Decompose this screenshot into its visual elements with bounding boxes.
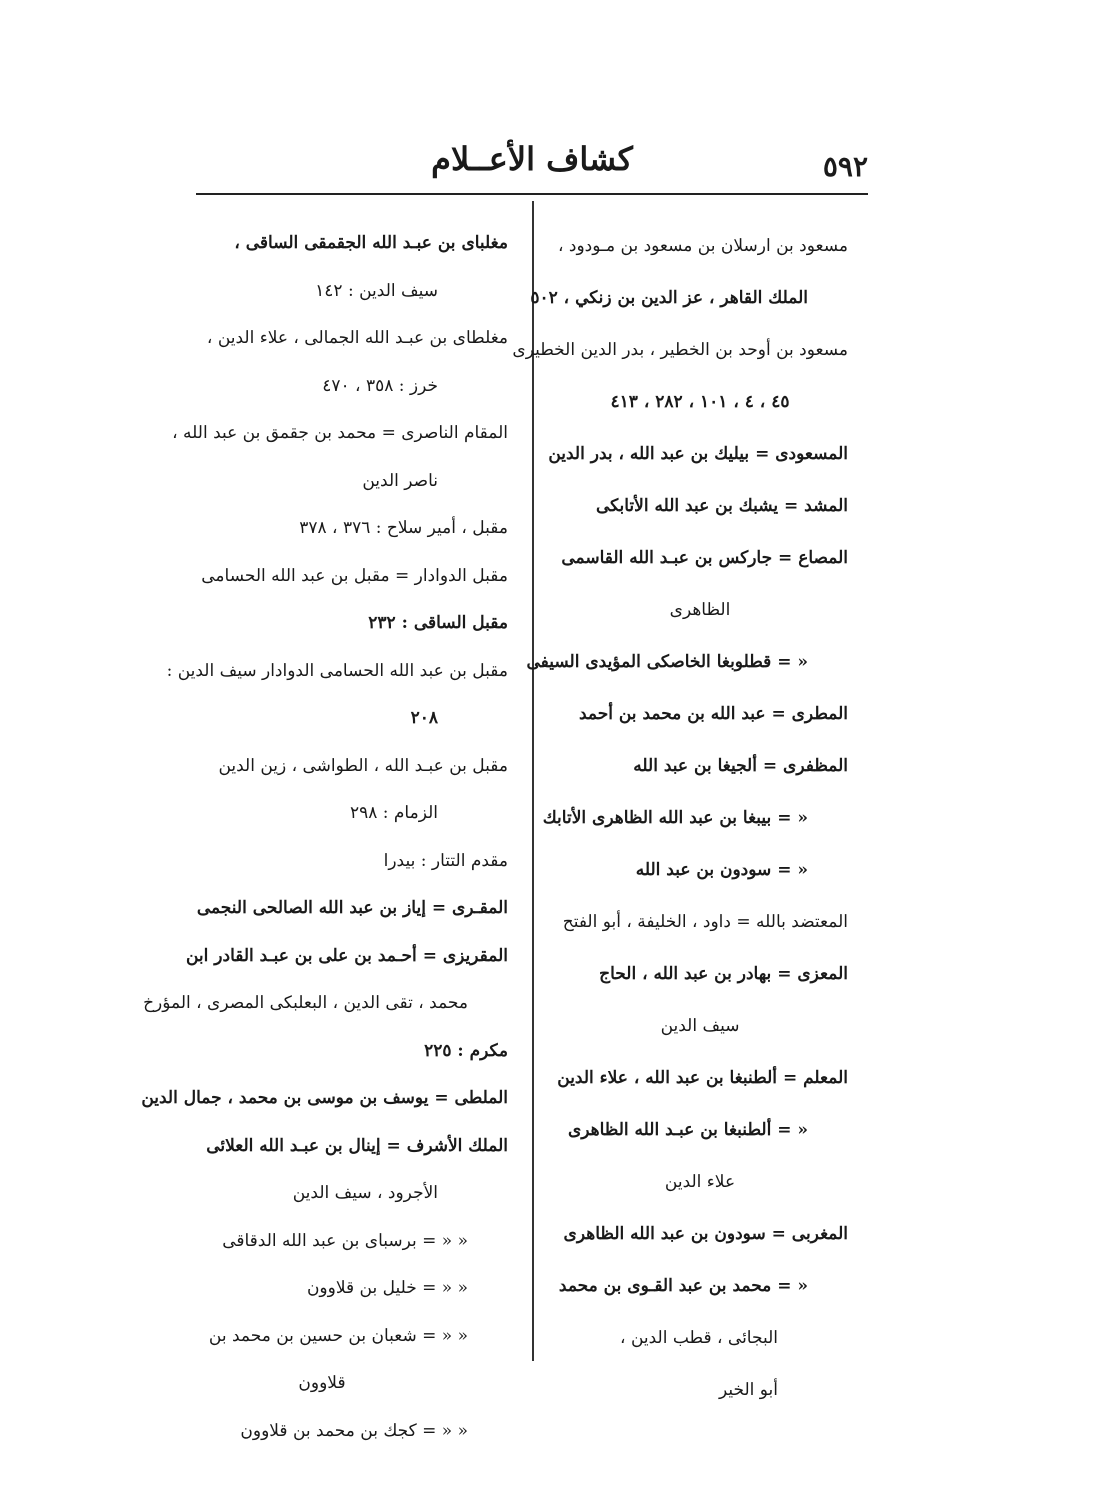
index-entry: المقريزى = أحـمد بن على بن عبـد القادر ابن xyxy=(185,945,508,966)
index-entry: الملك الأشرف = إينال بن عبـد الله العلائى xyxy=(206,1135,508,1156)
index-entry: مغلطاى بن عبـد الله الجمالى ، علاء الدين ، xyxy=(206,328,508,348)
index-entry: مقدم التتار : بيدرا xyxy=(383,850,508,871)
index-entry: المقام الناصرى = محمد بن جقمق بن عبد الله ، xyxy=(172,423,508,443)
header-rule xyxy=(196,193,868,195)
index-column-left xyxy=(141,220,508,1455)
index-entry: المطرى = عبد الله بن محمد بن أحمد xyxy=(578,704,848,724)
index-entry: المعلم = ألطنبغا بن عبد الله ، علاء الدين xyxy=(557,1068,848,1088)
index-entry: الملطى = يوسف بن موسى بن محمد ، جمال الدين xyxy=(141,1088,508,1108)
index-entry: مسعود بن أوحد بن الخطير ، بدر الدين الخطيرى xyxy=(512,340,848,360)
index-entry: قلاوون xyxy=(298,1373,346,1393)
index-entry: المظفرى = ألجيغا بن عبد الله xyxy=(633,756,848,776)
index-entry: المسعودى = بيليك بن عبد الله ، بدر الدين xyxy=(548,444,848,464)
index-entry: مقبل الدوادار = مقبل بن عبد الله الحسامى xyxy=(201,565,508,586)
index-entry: مغلباى بن عبـد الله الجقمقى الساقى ، xyxy=(234,233,508,253)
index-entry: « « = شعبان بن حسين بن محمد بن xyxy=(208,1325,468,1346)
index-entry: مقبل الساقى : ٢٣٢ xyxy=(368,613,508,633)
index-entry: « = قطلوبغا الخاصكى المؤيدى السيفى xyxy=(526,652,808,672)
index-entry: « « = كجك بن محمد بن قلاوون xyxy=(240,1420,468,1441)
index-entry: ناصر الدين xyxy=(362,470,438,491)
index-entry: « = ألطنبغا بن عبـد الله الظاهرى xyxy=(567,1120,808,1140)
index-entry: البجائى ، قطب الدين ، xyxy=(620,1328,778,1348)
index-entry: ٢٠٨ xyxy=(410,708,438,728)
index-entry: « = محمد بن عبد القـوى بن محمد xyxy=(558,1276,808,1296)
index-entry: « = سودون بن عبد الله xyxy=(635,860,808,880)
index-entry: الزمام : ٢٩٨ xyxy=(349,803,438,823)
index-entry: خرز : ٣٥٨ ، ٤٧٠ xyxy=(322,375,438,396)
running-head xyxy=(196,136,868,186)
index-entry: ٤٥ ، ٤ ، ١٠١ ، ٢٨٢ ، ٤١٣ xyxy=(610,392,790,412)
index-entry: « « = خليل بن قلاوون xyxy=(306,1278,468,1298)
index-entry: المصاع = جاركس بن عبـد الله القاسمى xyxy=(561,548,848,568)
index-entry: المعزى = بهادر بن عبد الله ، الحاج xyxy=(599,964,848,984)
index-entry: مقبل بن عبد الله الحسامى الدوادار سيف الدين : xyxy=(166,660,508,681)
index-entry: المقـرى = إياز بن عبد الله الصالحى النجمى xyxy=(196,898,508,918)
index-entry: « « = برسباى بن عبد الله الدقاقى xyxy=(222,1230,468,1251)
index-entry: المشد = يشبك بن عبد الله الأتابكى xyxy=(595,496,848,516)
index-entry: « = بيبغا بن عبد الله الظاهرى الأتابك xyxy=(542,808,808,828)
page-title: كشاف الأعــلام xyxy=(431,140,633,178)
page-number: ٥٩٢ xyxy=(822,150,868,183)
index-entry: أبو الخير xyxy=(718,1380,778,1400)
index-entry: سيف الدين : ١٤٢ xyxy=(315,280,438,301)
index-entry: مقبل بن عبـد الله ، الطواشى ، زين الدين xyxy=(218,755,508,776)
index-entry: الأجرود ، سيف الدين xyxy=(292,1183,438,1203)
index-entry: المغربى = سودون بن عبد الله الظاهرى xyxy=(563,1224,848,1244)
index-entry: الظاهرى xyxy=(669,600,731,620)
index-entry: محمد ، تقى الدين ، البعلبكى المصرى ، المؤرخ xyxy=(143,993,468,1013)
index-column-right xyxy=(512,220,848,1416)
index-entry: الملك القاهر ، عز الدين بن زنكي ، ٥٠٢ xyxy=(530,288,808,308)
index-entry: سيف الدين xyxy=(660,1016,740,1036)
index-entry: مكرم : ٢٢٥ xyxy=(424,1040,508,1061)
index-entry: علاء الدين xyxy=(664,1172,736,1192)
index-entry: المعتضد بالله = داود ، الخليفة ، أبو الفتح xyxy=(562,912,848,932)
index-entry: مقبل ، أمير سلاح : ٣٧٦ ، ٣٧٨ xyxy=(299,518,508,538)
index-entry: مسعود بن ارسلان بن مسعود بن مـودود ، xyxy=(557,236,848,256)
